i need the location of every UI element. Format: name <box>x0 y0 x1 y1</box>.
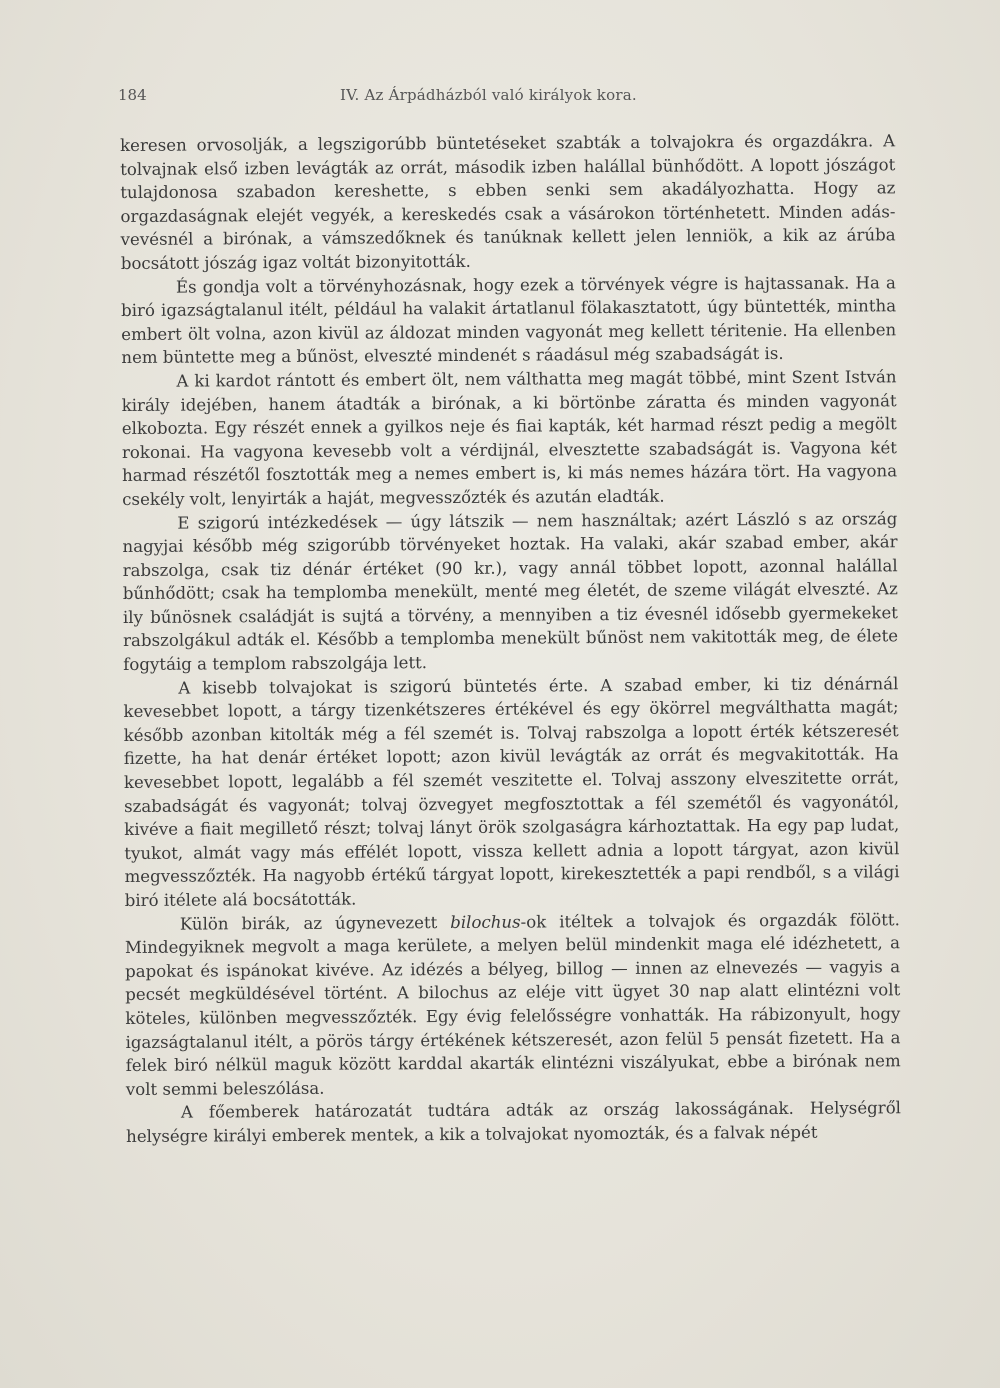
page-header <box>118 86 898 110</box>
paragraph-6 <box>125 908 901 1101</box>
paragraph-5: A kisebb tolvajokat is szigorú büntetés érte. A szabad ember, ki tiz dénárnál kevesebbet lopott, a tárgy tizenkétszeres értékével és egy ökörrel megválthatta magát; később azonban kitolták még a fél szemét is. Tolvaj rabszolga a lopott érték kétszeresét fizette, ha hat denár értéket lopott; azon kivül levágták az orrát és megvakitották. Ha kevesebbet lopott, legalább a fél szemét veszitette el. Tolvaj asszony elveszitette orrát, szabadságát és vagyonát; tolvaj özvegyet megfosztottak a fél szemétől és vagyonától, kivéve a fiait megillető részt; tolvaj lányt örök szolgaságra kárhoztattak. Ha egy pap ludat, tyukot, almát vagy más effélét lopott, vissza kellett adnia a lopott tárgyat, azon kivül megvesszőzték. Ha nagyobb értékű tárgyat lopott, kirekesztették a papi rendből, s a világi biró itélete alá bocsátották. <box>123 673 900 910</box>
page-number: 184 <box>118 86 147 104</box>
body-text <box>120 129 901 1148</box>
paragraph-1: keresen orvosolják, a legszigorúbb büntetéseket szabták a tolvajokra és orgazdákra. A tolvajnak első izben levágták az orrát, második izben halállal bünhődött. A lopott jószágot tulajdonosa szabadon kereshette, s ebben senki sem akadályozhatta. Hogy az orgazdaságnak elejét vegyék, a kereskedés csak a vásárokon történhetett. Minden adás-vevésnél a birónak, a vámszedőknek és tanúknak kellett jelen lenniök, a kik az árúba bocsátott jószág igaz voltát bizonyitották. <box>120 131 896 273</box>
paragraph-2: És gondja volt a törvényhozásnak, hogy ezek a törvények végre is hajtassanak. Ha a biró igazságtalanul itélt, például ha valakit ártatlanul fölakasztatott, úgy büntették, mintha embert ölt volna, azon kivül az áldozat minden vagyonát meg kellett téritenie. Ha ellenben nem büntette meg a bűnöst, elveszté mindenét s ráadásul még szabadságát is. <box>121 272 897 368</box>
paragraph-3: A ki kardot rántott és embert ölt, nem válthatta meg magát többé, mint Szent István király idejében, hanem átadták a birónak, a ki börtönbe záratta és minden vagyonát elkobozta. Egy részét ennek a gyilkos neje és fiai kapták, két harmad részt pedig a megölt rokonai. Ha vagyona kevesebb volt a vérdijnál, elvesztette szabadságát is. Vagyona két harmad részétől fosztották meg a nemes embert is, ki más nemes házára tört. Ha vagyona csekély volt, lenyirták a haját, megvesszőzték és azután eladták. <box>121 367 898 509</box>
paragraph-7: A főemberek határozatát tudtára adták az ország lakosságának. Helységről helységre királyi emberek mentek, a kik a tolvajokat nyomozták, és a falvak népét <box>126 1098 902 1146</box>
running-head: IV. Az Árpádházból való királyok kora. <box>340 86 637 104</box>
paragraph-6-rest: -ok itéltek a tolvajok és orgazdák fölött. Mindegyiknek megvolt a maga kerülete, a melyen belül mindenkit maga elé idézhetett, a papokat és ispánokat kivéve. Az idézés a bélyeg, billog — innen az elnevezés — vagyis a pecsét megküldésével történt. A bilochus az eléje vitt ügyet 30 nap alatt elintézni volt köteles, különben megvesszőzték. Egy évig felelősségre vonhatták. Ha rábizonyult, hogy igazságtalanul itélt, a pörös tárgy értékének kétszeresét, azon felül 5 pensát fizetett. Ha a felek biró nélkül maguk között karddal akarták elintézni viszályukat, ebbe a birónak nem volt semmi beleszólása. <box>124 909 901 1099</box>
paragraph-4: E szigorú intézkedések — úgy látszik — nem használtak; azért László s az ország nagyjai később még szigorúbb törvényeket hoztak. Ha valaki, akár szabad ember, akár rabszolga, csak tiz dénár értéket (90 kr.), vagy annál többet lopott, azonnal halállal bűnhődött; csak ha templomba menekült, menté meg életét, de szeme világát elveszté. Az ily bűnösnek családját is sujtá a törvény, a mennyiben a tiz évesnél idősebb gyermekeket rabszolgákul adták el. Később a templomba menekült bűnöst nem vakitották meg, de élete fogytáig a templom rabszolgája lett. <box>122 508 899 675</box>
paragraph-6-start: Külön birák, az úgynevezett <box>179 912 451 934</box>
term-bilochus: bilochus <box>450 912 521 932</box>
